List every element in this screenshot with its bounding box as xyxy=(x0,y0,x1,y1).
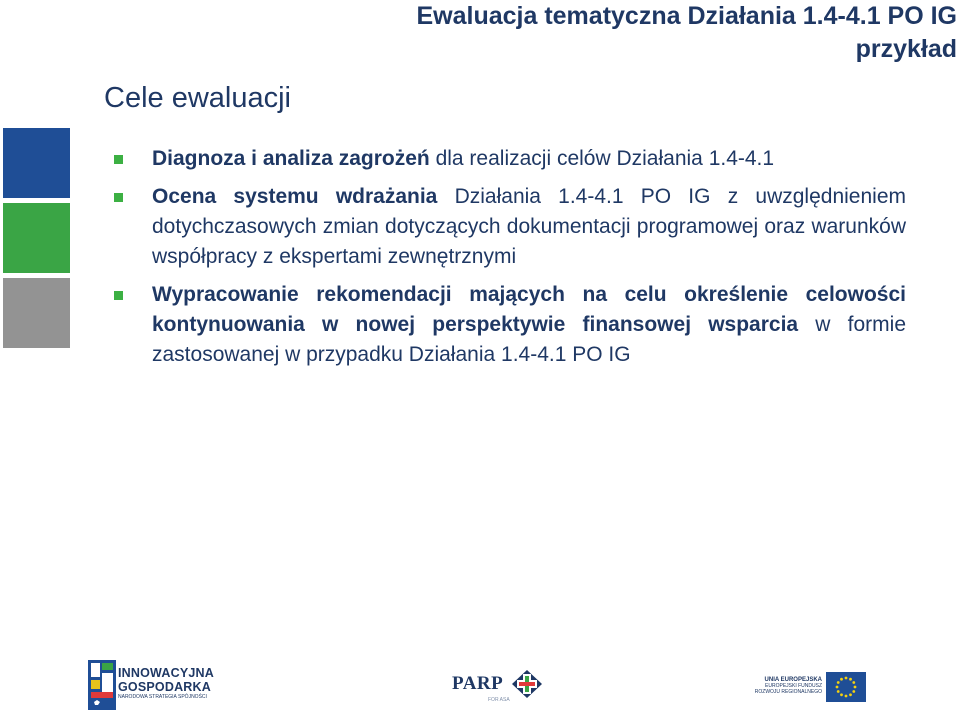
eu-logo-line3: ROZWOJU REGIONALNEGO xyxy=(754,689,822,695)
square-blue xyxy=(3,128,70,198)
decorative-squares xyxy=(3,128,71,353)
eu-logo-line1: UNIA EUROPEJSKA xyxy=(764,677,822,683)
bullet-2-text: Działania 1.4-4.1 PO IG z uwzględnieniem dotychczasowych zmian dotyczących dokumentacji programowej oraz warunków współpracy z ekspertami zewnętrznymi xyxy=(152,185,906,268)
bullet-square-icon xyxy=(114,193,123,202)
bullet-1-bold: Diagnoza i analiza zagrożeń xyxy=(152,147,430,170)
ig-logo-subtitle: NARODOWA STRATEGIA SPÓJNOŚCI xyxy=(118,694,207,700)
bullet-3-bold: Wypracowanie rekomendacji mających na celu określenie celowości kontynuowania w nowej perspektywie finansowej wsparcia xyxy=(152,283,906,336)
square-green xyxy=(3,203,70,273)
list-item xyxy=(114,280,906,370)
innowacyjna-gospodarka-logo xyxy=(88,660,248,710)
slide-header xyxy=(257,0,957,66)
square-gray xyxy=(3,278,70,348)
parp-logo-icon xyxy=(512,670,542,698)
parp-logo-subtitle: FOR ASA xyxy=(488,697,510,703)
parp-logo xyxy=(452,673,544,703)
parp-logo-text: PARP xyxy=(452,673,504,694)
eu-logo xyxy=(750,670,865,705)
header-title-line2: przykład xyxy=(855,35,957,63)
header-title-line1: Ewaluacja tematyczna Działania 1.4-4.1 PO IG xyxy=(416,2,957,30)
eu-logo-line2: EUROPEJSKI FUNDUSZ xyxy=(765,683,822,689)
ig-logo-line2: GOSPODARKA xyxy=(118,680,211,694)
ig-logo-icon xyxy=(88,660,116,710)
list-item xyxy=(114,182,906,272)
bullet-1-text: dla realizacji celów Działania 1.4-4.1 xyxy=(429,147,775,170)
section-title: Cele ewaluacji xyxy=(104,82,291,114)
bullet-2-bold: Ocena systemu wdrażania xyxy=(152,185,438,208)
ig-logo-line1: INNOWACYJNA xyxy=(118,666,214,680)
bullet-3-text: w formie zastosowanej w przypadku Działania 1.4-4.1 PO IG xyxy=(152,313,906,366)
bullet-square-icon xyxy=(114,291,123,300)
footer-logos xyxy=(0,655,959,713)
list-item xyxy=(114,144,906,174)
eu-flag-icon xyxy=(826,672,866,702)
bullet-list xyxy=(114,144,906,378)
bullet-square-icon xyxy=(114,155,123,164)
